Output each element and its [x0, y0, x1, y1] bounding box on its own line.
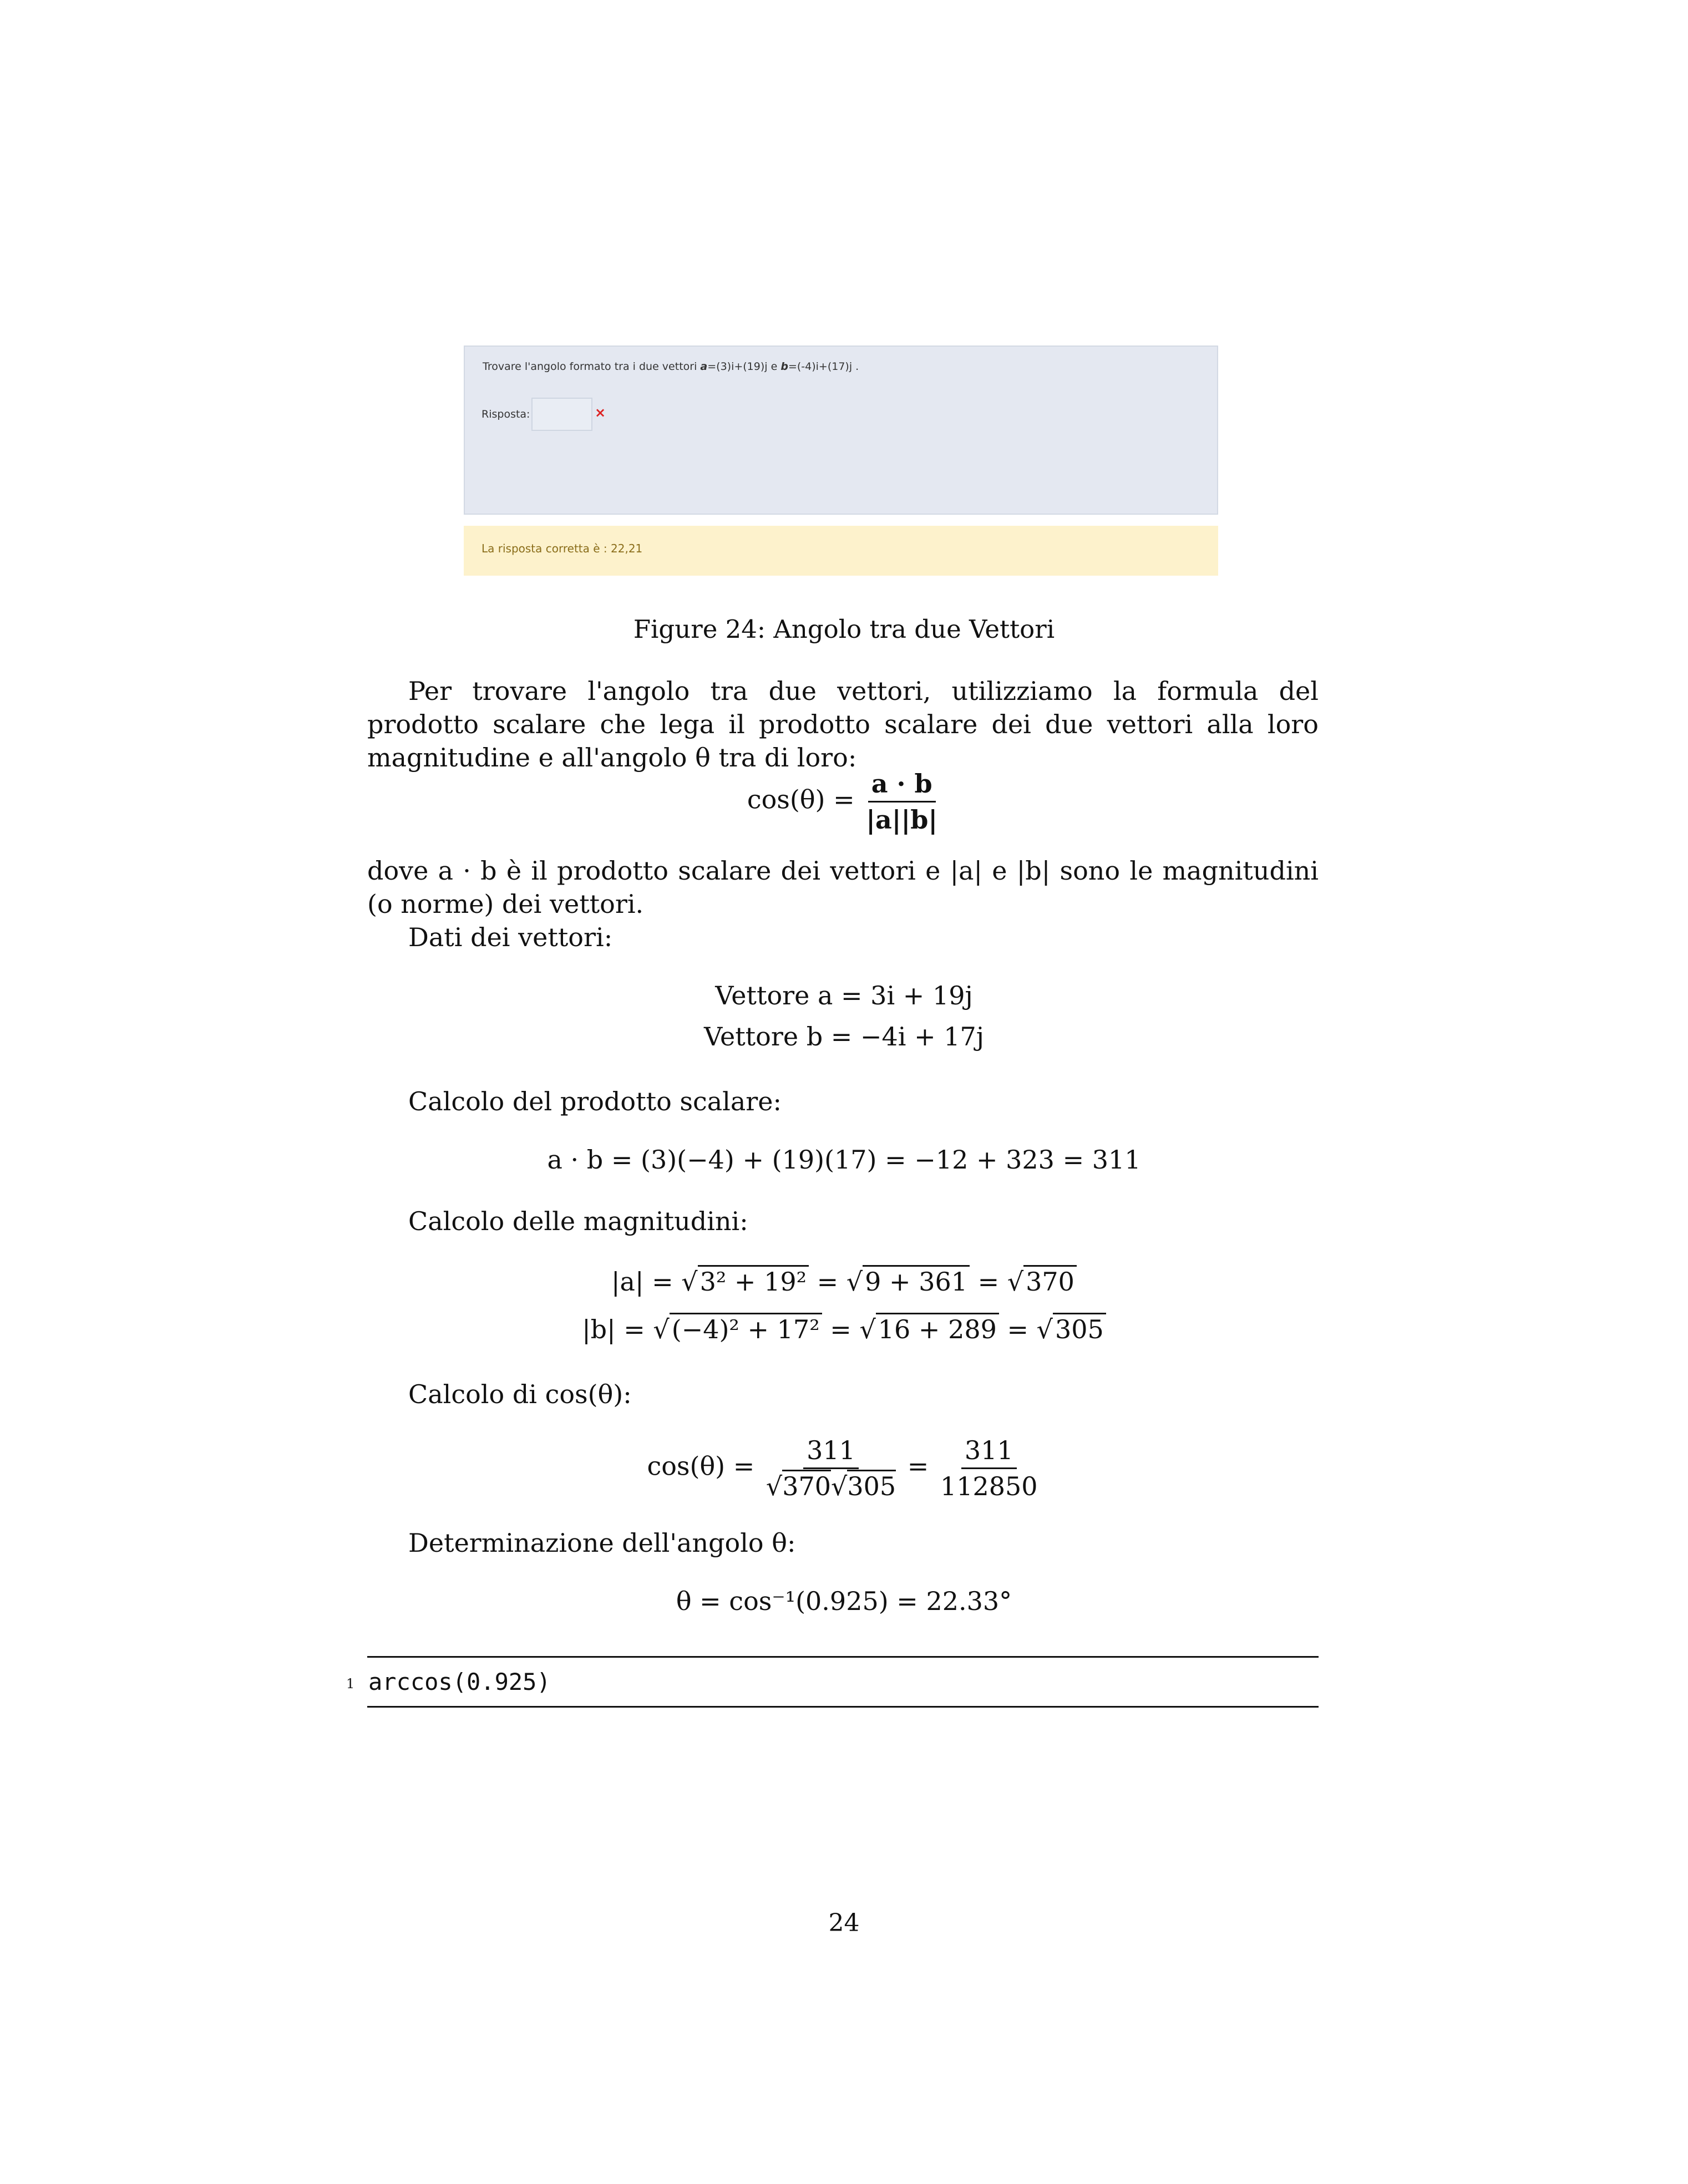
magnitude-b: |b| = √(−4)² + 17² = √16 + 289 = √305: [0, 1314, 1688, 1344]
answer-label: Risposta:: [481, 408, 530, 420]
paragraph-angle: Determinazione dell'angolo θ:: [408, 1528, 796, 1558]
code-line: arccos(0.925): [368, 1668, 551, 1695]
code-bottom-rule: [367, 1706, 1319, 1708]
paragraph-cos: Calcolo di cos(θ):: [408, 1379, 632, 1409]
answer-input[interactable]: [531, 398, 592, 431]
dot-product-equation: a · b = (3)(−4) + (19)(17) = −12 + 323 = 311: [547, 1145, 1141, 1175]
magnitude-a: |a| = √3² + 19² = √9 + 361 = √370: [0, 1267, 1688, 1297]
code-top-rule: [367, 1656, 1319, 1658]
paragraph-definition: dove a · b è il prodotto scalare dei vettori e |a| e |b| sono le magnitudini (o norme) dei vettori.: [367, 856, 1319, 919]
vector-a: Vettore a = 3i + 19j: [715, 981, 973, 1010]
formula-cos: cos(θ) = $\frac{a \cdot b}{|a||b|}$: [747, 769, 938, 835]
paragraph-data: Dati dei vettori:: [408, 922, 613, 952]
theta-equation: θ = cos⁻¹(0.925) = 22.33°: [676, 1586, 1012, 1616]
code-line-number: 1: [346, 1676, 355, 1692]
feedback-text: La risposta corretta è : 22,21: [481, 542, 643, 555]
paragraph-intro: Per trovare l'angolo tra due vettori, utilizziamo la formula del prodotto scalare che lega il prodotto scalare dei due vettori alla loro magnitudine e all'angolo θ tra di loro:: [367, 676, 1319, 773]
vector-b: Vettore b = −4i + 17j: [703, 1022, 985, 1052]
page-number: 24: [828, 1909, 860, 1937]
paragraph-magnitudes: Calcolo delle magnitudini:: [408, 1206, 748, 1236]
formula-cos-value: cos(θ) = $\frac{311}{√370√305}$ = $\frac{311}{112850}$: [647, 1435, 1038, 1501]
figure-caption: Figure 24: Angolo tra due Vettori: [633, 614, 1055, 644]
wrong-answer-icon: ×: [595, 405, 606, 420]
paragraph-dot: Calcolo del prodotto scalare:: [408, 1086, 782, 1116]
quiz-question: Trovare l'angolo formato tra i due vettori a=(3)i+(19)j e b=(-4)i+(17)j .: [483, 360, 859, 373]
